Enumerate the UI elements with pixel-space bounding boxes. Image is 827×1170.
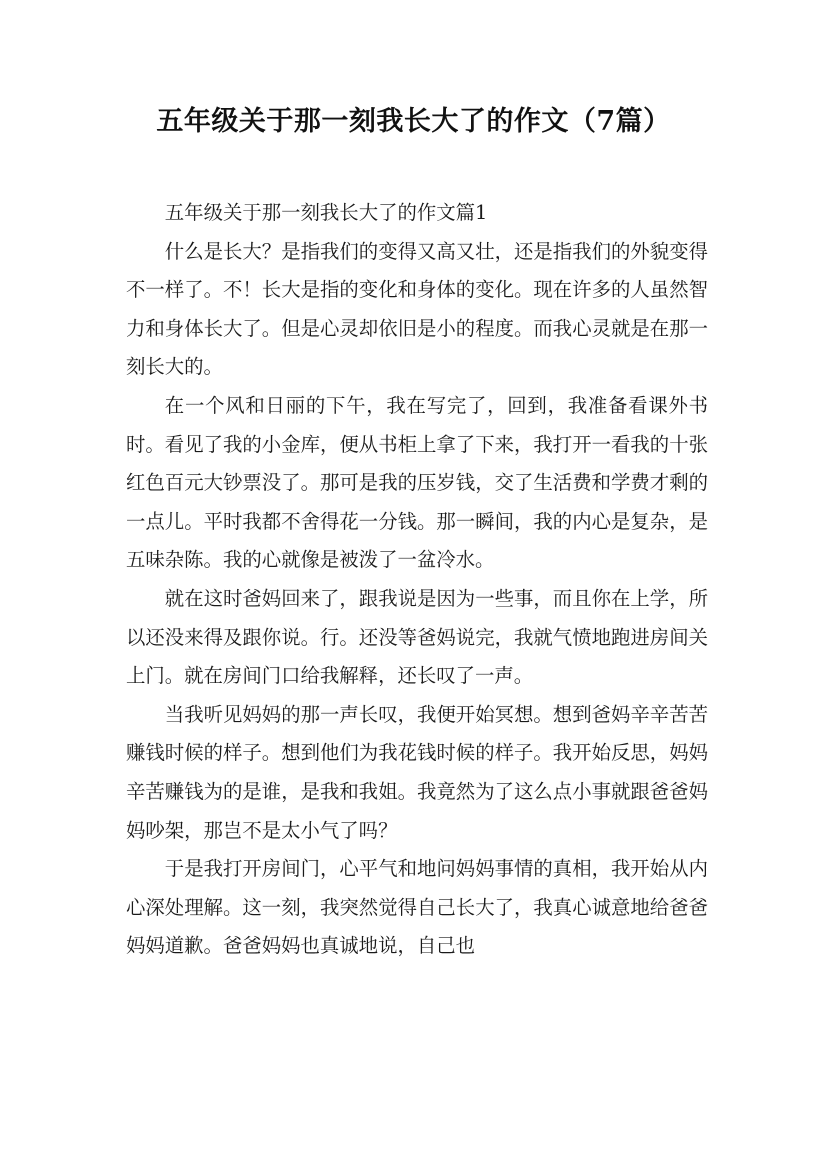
paragraph-1: 什么是长大？是指我们的变得又高又壮，还是指我们的外貌变得不一样了。不！长大是指的变化和身体的变化。现在许多的人虽然智力和身体长大了。但是心灵却依旧是小的程度。而我心灵就是在那一刻长大的。 — [126, 239, 708, 379]
section-heading: 五年级关于那一刻我长大了的作文篇1 — [164, 201, 488, 224]
document-body — [126, 194, 708, 966]
paragraph-2: 在一个风和日丽的下午，我在写完了，回到，我准备看课外书时。看见了我的小金库，便从书柜上拿了下来，我打开一看我的十张红色百元大钞票没了。那可是我的压岁钱，交了生活费和学费才剩的一点儿。平时我都不舍得花一分钱。那一瞬间，我的内心是复杂，是五味杂陈。我的心就像是被泼了一盆冷水。 — [126, 393, 708, 572]
paragraph-5: 于是我打开房间门，心平气和地问妈妈事情的真相，我开始从内心深处理解。这一刻，我突然觉得自己长大了，我真心诚意地给爸爸妈妈道歉。爸爸妈妈也真诚地说，自己也 — [126, 857, 708, 958]
paragraph-3: 就在这时爸妈回来了，跟我说是因为一些事，而且你在上学，所以还没来得及跟你说。行。还没等爸妈说完，我就气愤地跑进房间关上门。就在房间门口给我解释，还长叹了一声。 — [126, 586, 708, 688]
document-title: 五年级关于那一刻我长大了的作文（7篇） — [156, 106, 671, 137]
paragraph-4: 当我听见妈妈的那一声长叹，我便开始冥想。想到爸妈辛辛苦苦赚钱时候的样子。想到他们为我花钱时候的样子。我开始反思，妈妈辛苦赚钱为的是谁，是我和我姐。我竟然为了这么点小事就跟爸爸妈妈吵架，那岂不是太小气了吗？ — [126, 702, 708, 842]
